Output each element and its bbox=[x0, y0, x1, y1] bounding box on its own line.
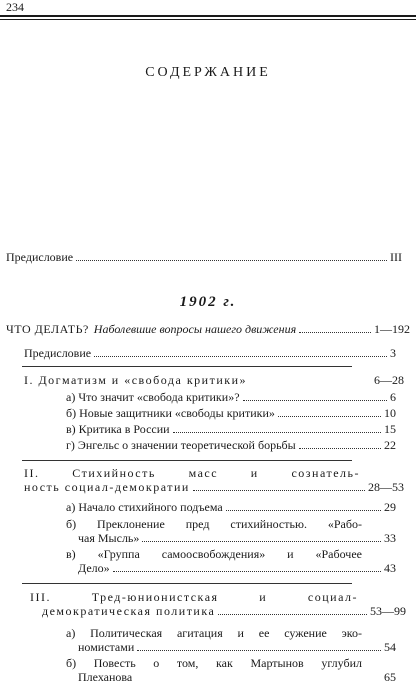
toc-entry-3b[interactable] bbox=[66, 656, 396, 684]
dot-leader bbox=[94, 356, 387, 357]
toc-page: 54 bbox=[384, 640, 396, 654]
toc-entry-1a[interactable] bbox=[66, 390, 396, 404]
toc-work-title: ЧТО ДЕЛАТЬ? bbox=[6, 322, 89, 336]
toc-entry-2a[interactable] bbox=[66, 500, 396, 514]
toc-page: 65 bbox=[384, 670, 396, 684]
toc-page: 10 bbox=[384, 406, 396, 420]
toc-label-line1: б) Преклонение пред стихийностью. «Рабо- bbox=[66, 517, 362, 531]
toc-label-line2: ность социал-демократии bbox=[24, 480, 190, 494]
toc-label: Предисловие bbox=[24, 346, 92, 360]
toc-entry-1d[interactable] bbox=[66, 438, 396, 452]
toc-label: г) Энгельс о значении теоретической борьбы bbox=[66, 438, 296, 452]
toc-label-line2: Дело» bbox=[78, 561, 110, 575]
toc-page: 15 bbox=[384, 422, 396, 436]
toc-label-line1: а) Политическая агитация и ее сужение эко- bbox=[66, 626, 362, 640]
dot-leader bbox=[218, 614, 367, 615]
toc-entry-1c[interactable] bbox=[66, 422, 396, 436]
toc-entry-2c[interactable] bbox=[66, 547, 396, 575]
toc-page: 28—53 bbox=[368, 480, 404, 494]
toc-entry-preface[interactable] bbox=[24, 346, 396, 360]
toc-page: 6—28 bbox=[374, 373, 404, 387]
toc-label-line1: II. Стихийность масс и сознатель- bbox=[24, 466, 360, 480]
dot-leader bbox=[278, 416, 381, 417]
section-divider bbox=[22, 366, 352, 367]
section-divider bbox=[22, 583, 352, 584]
toc-page: 6 bbox=[390, 390, 396, 404]
toc-work-subtitle: Наболевшие вопросы нашего движения bbox=[93, 322, 297, 336]
toc-page: 29 bbox=[384, 500, 396, 514]
dot-leader bbox=[173, 432, 381, 433]
toc-entry-preface-top[interactable] bbox=[6, 250, 402, 264]
toc-entry-chapter-3[interactable] bbox=[30, 590, 406, 618]
dot-leader bbox=[113, 571, 381, 572]
page-number: 234 bbox=[6, 0, 24, 14]
toc-label-line2: чая Мысль» bbox=[78, 531, 140, 545]
toc-page: 1—192 bbox=[374, 322, 410, 336]
toc-entry-chapter-1[interactable] bbox=[24, 373, 404, 387]
toc-entry-3a[interactable] bbox=[66, 626, 396, 654]
toc-label: а) Начало стихийного подъема bbox=[66, 500, 223, 514]
dot-leader bbox=[243, 400, 387, 401]
toc-label-line1: в) «Группа самоосвобождения» и «Рабочее bbox=[66, 547, 362, 561]
year-heading: 1902 г. bbox=[179, 294, 237, 310]
dot-leader bbox=[299, 448, 381, 449]
dot-leader bbox=[137, 650, 381, 651]
dot-leader bbox=[76, 260, 387, 261]
toc-label-line2: демократическая политика bbox=[42, 604, 216, 618]
toc-page: 53—99 bbox=[370, 604, 406, 618]
toc-label-line1: III. Тред-юнионистская и социал- bbox=[30, 590, 358, 604]
toc-label-line2: Плеханова bbox=[78, 670, 133, 684]
contents-heading: СОДЕРЖАНИЕ bbox=[145, 65, 271, 80]
header-rule-thin bbox=[0, 19, 416, 20]
toc-page: 43 bbox=[384, 561, 396, 575]
toc-entry-1b[interactable] bbox=[66, 406, 396, 420]
toc-page: 33 bbox=[384, 531, 396, 545]
toc-page: 22 bbox=[384, 438, 396, 452]
dot-leader bbox=[226, 510, 381, 511]
header-rule bbox=[0, 15, 416, 17]
toc-label: б) Новые защитники «свободы критики» bbox=[66, 406, 275, 420]
toc-label-line1: б) Повесть о том, как Мартынов углубил bbox=[66, 656, 362, 670]
toc-label: в) Критика в России bbox=[66, 422, 170, 436]
toc-label: I. Догматизм и «свобода критики» bbox=[24, 373, 247, 387]
dot-leader bbox=[193, 490, 365, 491]
toc-entry-what-to-do[interactable] bbox=[6, 322, 410, 336]
toc-label: Предисловие bbox=[6, 250, 74, 264]
dot-leader bbox=[299, 332, 371, 333]
toc-page: III bbox=[390, 250, 402, 264]
toc-label: а) Что значит «свобода критики»? bbox=[66, 390, 240, 404]
section-divider bbox=[22, 460, 352, 461]
dot-leader bbox=[142, 541, 381, 542]
toc-entry-chapter-2[interactable] bbox=[24, 466, 404, 494]
toc-entry-2b[interactable] bbox=[66, 517, 396, 545]
toc-page: 3 bbox=[390, 346, 396, 360]
toc-label-line2: номистами bbox=[78, 640, 135, 654]
